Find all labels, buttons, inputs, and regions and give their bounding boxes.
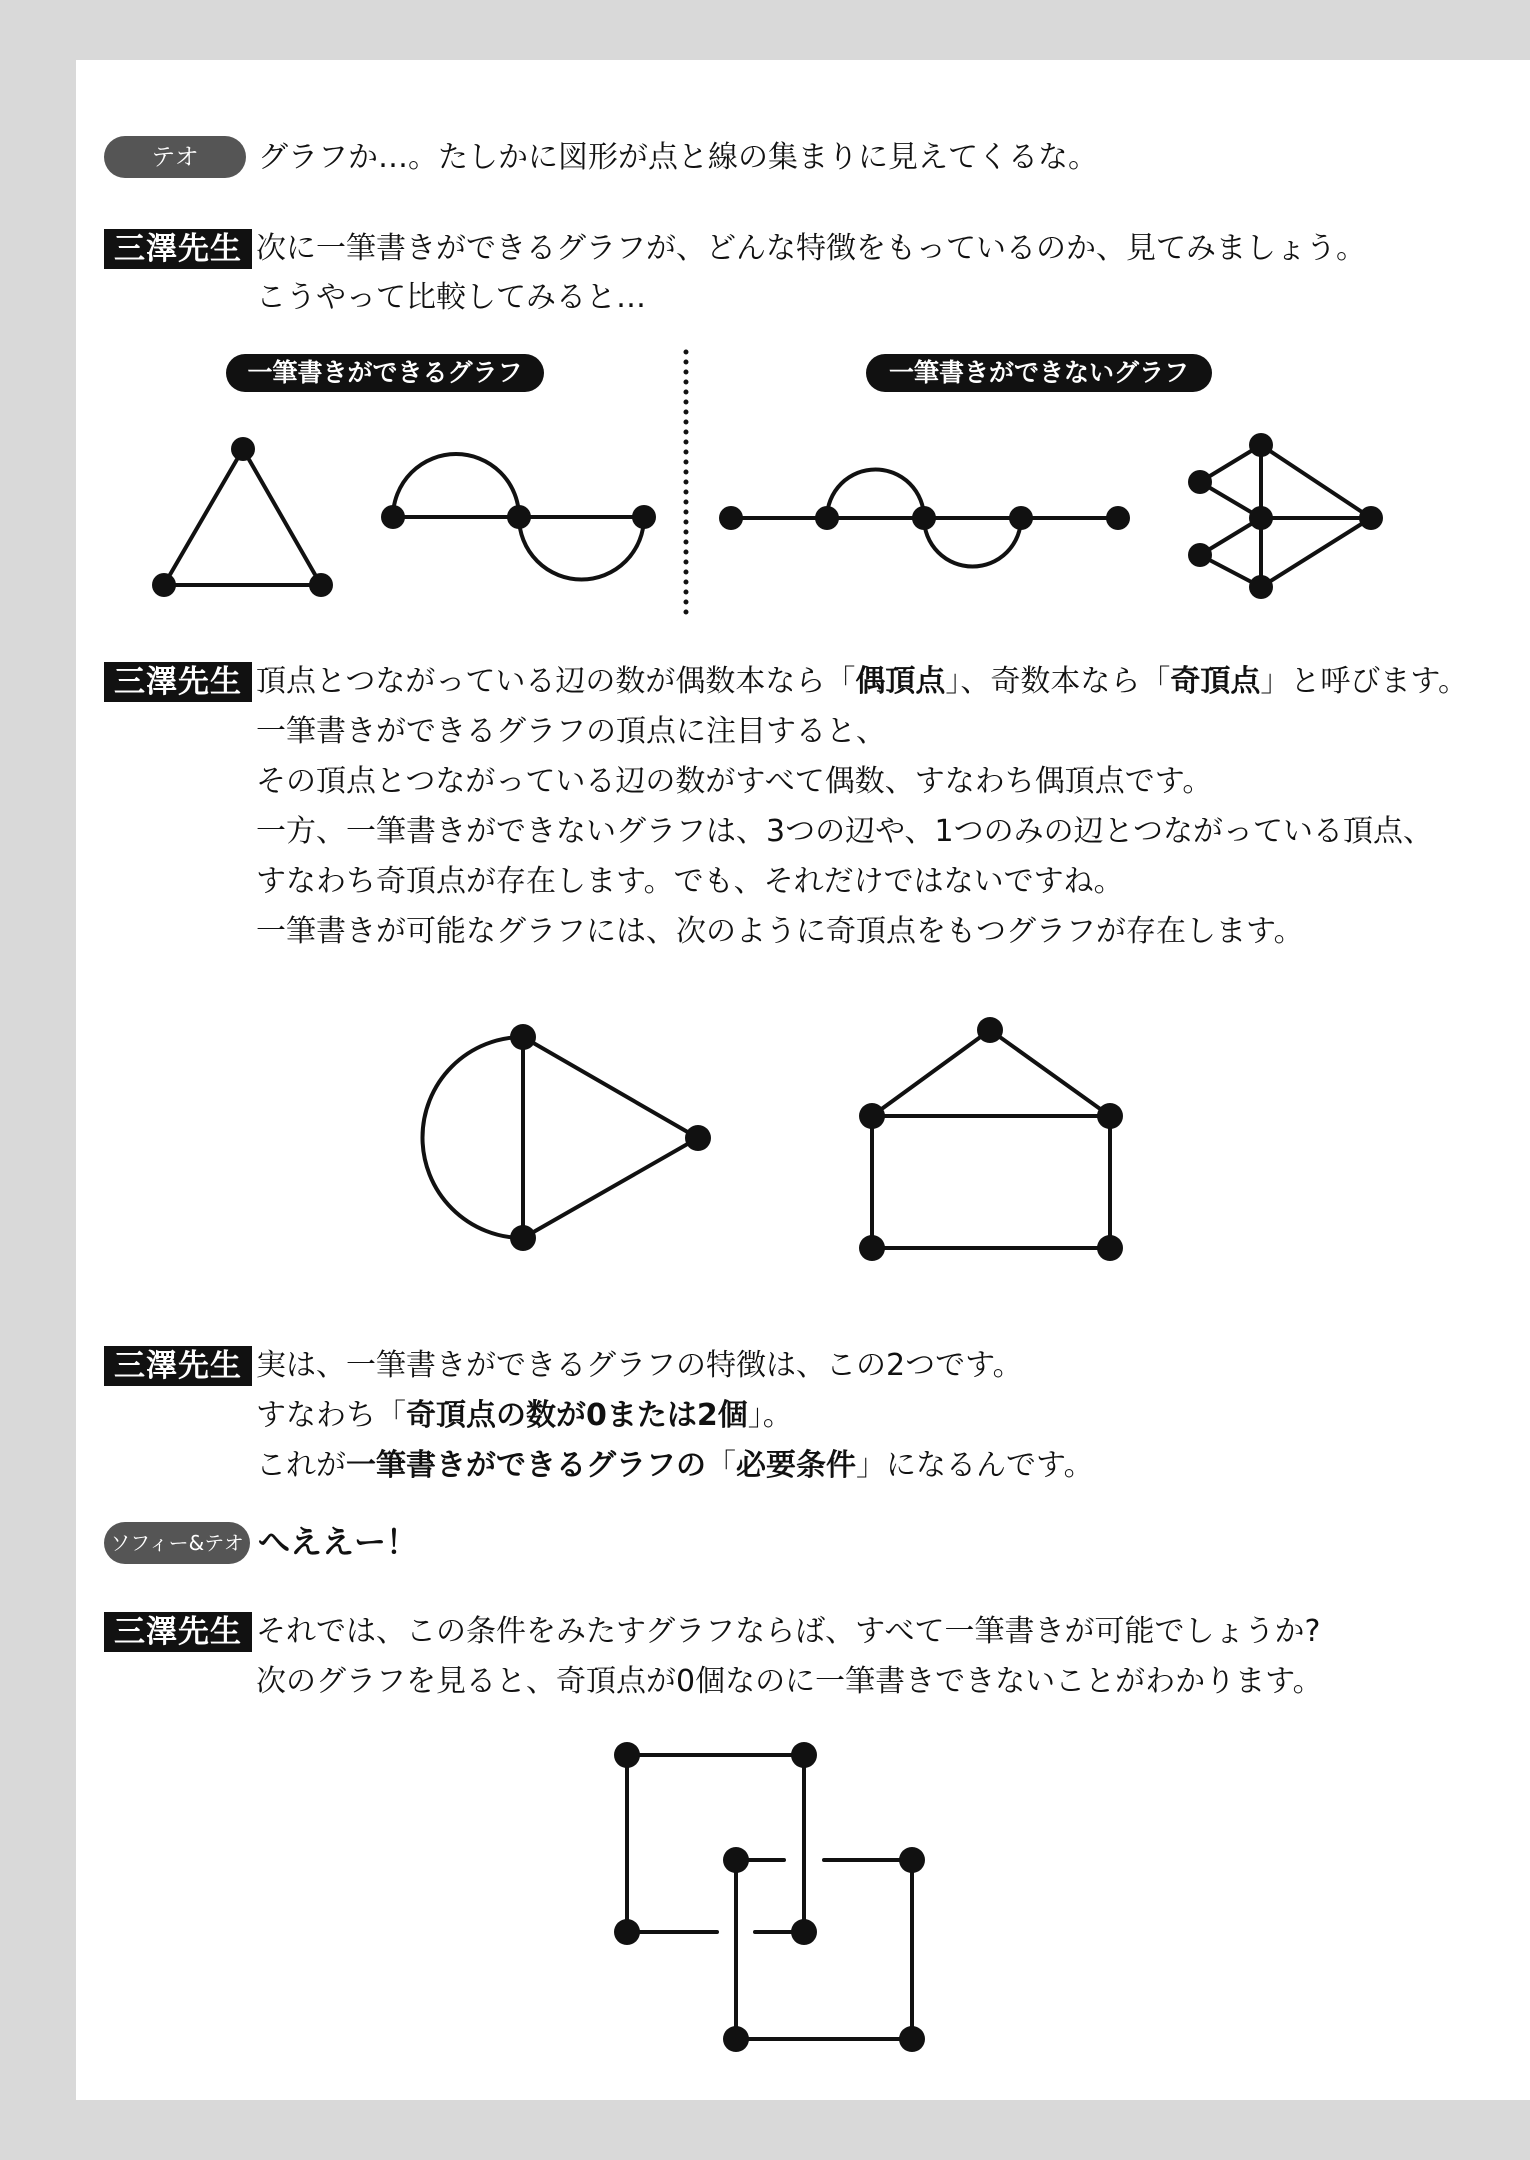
vertex [507, 505, 531, 529]
text-segment: 」、奇数本なら「 [945, 664, 1171, 699]
dialog-line: 次のグラフを見ると、奇頂点が0個なのに一筆書きできないことがわかります。 [256, 1664, 1323, 1699]
vertex [381, 505, 405, 529]
vertex [791, 1742, 817, 1768]
vertex [1359, 506, 1383, 530]
vertex [977, 1017, 1003, 1043]
vertex [899, 2026, 925, 2052]
vertex [510, 1225, 536, 1251]
term-condition: 奇頂点の数が0または2個 [406, 1398, 748, 1433]
speaker-badge-teacher: 三澤先生 [104, 1612, 252, 1652]
vertex [859, 1235, 885, 1261]
dialog-line: その頂点とつながっている辺の数がすべて偶数、すなわち偶頂点です。 [256, 764, 1213, 799]
vertex [912, 506, 936, 530]
vertex [614, 1919, 640, 1945]
dialog-line: 次に一筆書きができるグラフが、どんな特徴をもっているのか、見てみましょう。 [256, 231, 1366, 266]
dialog-line: すなわち奇頂点が存在します。でも、それだけではないですね。 [256, 864, 1124, 899]
dialog-line: 一方、一筆書きができないグラフは、3つの辺や、1つのみの辺とつながっている頂点、 [256, 814, 1433, 849]
vertex [723, 2026, 749, 2052]
term-graph: 一筆書きができるグラフの [346, 1448, 706, 1483]
vertex [231, 437, 255, 461]
vertex [719, 506, 743, 530]
label-cannot-draw: 一筆書きができないグラフ [866, 354, 1212, 392]
dialog-line: グラフか…。たしかに図形が点と線の集まりに見えてくるな。 [258, 140, 1098, 175]
graph-triangle-arc [423, 1037, 699, 1238]
dialog-line: 一筆書きができるグラフの頂点に注目すると、 [256, 714, 886, 749]
dialog-line: 一筆書きが可能なグラフには、次のように奇頂点をもつグラフが存在します。 [256, 914, 1304, 949]
dialog-line: へええー！ [258, 1523, 419, 1561]
term-even-vertex: 偶頂点 [855, 664, 946, 699]
text-segment: 頂点とつながっている辺の数が偶数本なら「 [256, 664, 856, 699]
dialog-line: それでは、この条件をみたすグラフならば、すべて一筆書きが可能でしょうか? [256, 1614, 1321, 1649]
speaker-badge-teacher: 三澤先生 [104, 1346, 252, 1386]
vertex [1009, 506, 1033, 530]
vertex [723, 1847, 749, 1873]
vertex [614, 1742, 640, 1768]
dialog-line: こうやって比較してみると… [256, 280, 646, 315]
vertex [510, 1024, 536, 1050]
speaker-badge-teo: テオ [104, 136, 246, 178]
speaker-badge-teacher: 三澤先生 [104, 662, 252, 702]
speaker-badge-teacher: 三澤先生 [104, 229, 252, 269]
text-segment: 」になるんです。 [856, 1448, 1094, 1483]
term-odd-vertex: 奇頂点 [1170, 664, 1261, 699]
vertex [1249, 575, 1273, 599]
vertex [632, 505, 656, 529]
vertex [791, 1919, 817, 1945]
vertex [815, 506, 839, 530]
text-segment: これが [256, 1448, 346, 1483]
vertex [685, 1125, 711, 1151]
label-can-draw: 一筆書きができるグラフ [226, 354, 544, 392]
vertex [1249, 433, 1273, 457]
vertex [1097, 1103, 1123, 1129]
dialog-line: 実は、一筆書きができるグラフの特徴は、この2つです。 [256, 1348, 1023, 1383]
vertex [1188, 470, 1212, 494]
vertex [152, 573, 176, 597]
text-segment: 」。 [747, 1398, 793, 1433]
vertex [1249, 506, 1273, 530]
vertex [1188, 543, 1212, 567]
vertex [899, 1847, 925, 1873]
vertex [309, 573, 333, 597]
vertex [1106, 506, 1130, 530]
term-necessary-condition: 必要条件 [736, 1448, 856, 1483]
text-segment: 」と呼びます。 [1260, 664, 1469, 699]
speaker-badge-both: ソフィー&テオ [104, 1522, 250, 1564]
graph-interlocked-squares [627, 1755, 912, 2039]
text-segment: すなわち「 [256, 1398, 406, 1433]
graph-house [872, 1030, 1110, 1248]
graph-triangle [164, 449, 321, 585]
vertex [859, 1103, 885, 1129]
graph-complex [1200, 445, 1371, 587]
vertex [1097, 1235, 1123, 1261]
text-segment: 「 [706, 1448, 736, 1483]
